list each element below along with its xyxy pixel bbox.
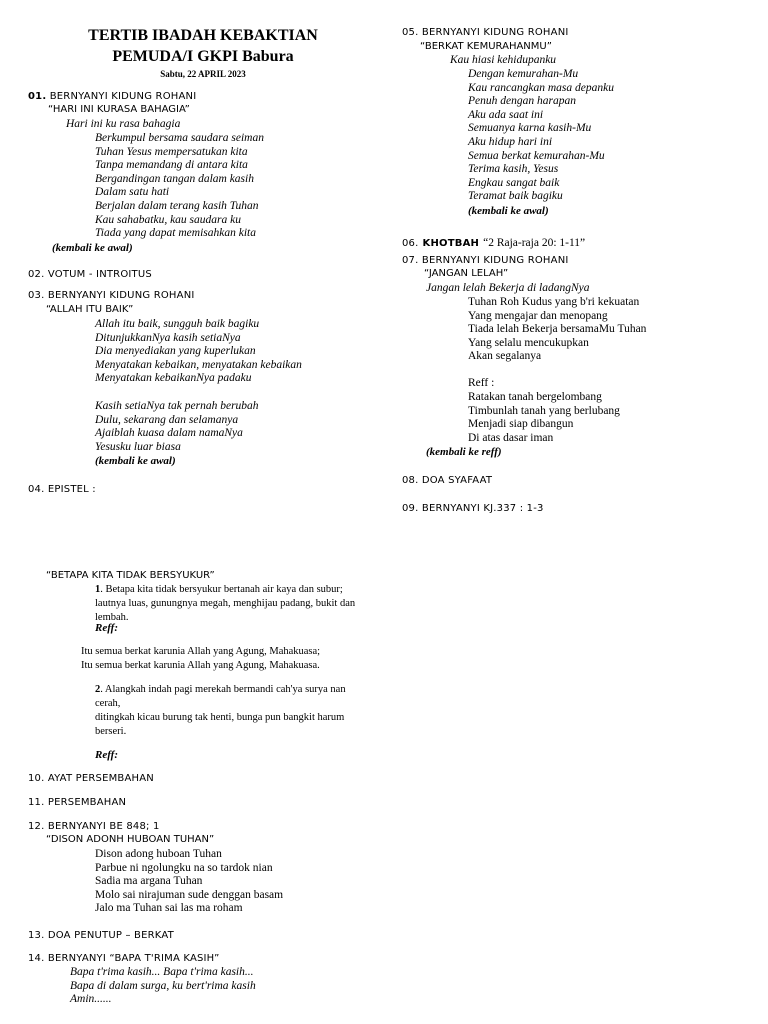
section-05-heading: 05. BERNYANYI KIDUNG ROHANI: [402, 27, 569, 38]
lyric-line: Amin......: [70, 993, 112, 1006]
lyric-line: Jalo ma Tuhan sai las ma roham: [95, 902, 243, 915]
lyric-line: Molo sai nirajuman sude denggan basam: [95, 888, 284, 901]
lyric-line: Terima kasih, Yesus: [468, 163, 559, 176]
lyric-line: Timbunlah tanah yang berlubang: [468, 404, 620, 417]
lyric-line: Dengan kemurahan-Mu: [468, 68, 579, 80]
lyric-line: Dalam satu hati: [95, 186, 170, 199]
lyric-line: Menyatakan kebaikanNya padaku: [95, 372, 252, 385]
section-11-heading: 11. PERSEMBAHAN: [28, 797, 127, 808]
lyric-line: Teramat baik bagiku: [468, 190, 563, 203]
lyric-line: Dulu, sekarang dan selamanya: [95, 413, 239, 426]
section-13-heading: 13. DOA PENUTUP – BERKAT: [28, 930, 174, 941]
lyric-line: Di atas dasar iman: [468, 431, 554, 444]
section-14-lyrics: [70, 966, 256, 1007]
section-12-heading: 12. BERNYANYI BE 848; 1: [28, 821, 160, 832]
lyric-line: Semua berkat kemurahan-Mu: [468, 149, 605, 162]
section-03-lyrics-verse: [95, 318, 302, 386]
section-04-heading: 04. EPISTEL :: [28, 484, 96, 495]
epistel-verse-1: 1. Betapa kita tidak bersyukur bertanah air kaya dan subur; lautnya luas, gunungnya megah, menghijau padang, bukit dan lembah.: [95, 584, 356, 623]
section-07-song-title: “JANGAN LELAH”: [424, 268, 509, 279]
lyric-line: Semuanya karna kasih-Mu: [468, 122, 592, 135]
lyric-line: Ratakan tanah bergelombang: [468, 391, 602, 403]
lyric-line: DitunjukkanNya kasih setiaNya: [95, 331, 241, 344]
section-05-lyrics: [468, 68, 614, 204]
service-date: Sabtu, 22 APRIL 2023: [160, 69, 246, 79]
lyric-line: Penuh dengan harapan: [468, 95, 576, 108]
lyric-line: Parbue ni ngolungku na so tardok nian: [95, 861, 273, 874]
section-07-lyrics-reff: [468, 391, 620, 445]
lyric-line: Kau sahabatku, kau saudara ku: [95, 213, 241, 226]
lyric-line: Tiada lelah Bekerja bersamaMu Tuhan: [468, 323, 647, 336]
epistel-reff-text: Itu semua berkat karunia Allah yang Agung, Mahakuasa; Itu semua berkat karunia Allah yang Agung, Mahakuasa.: [81, 646, 321, 671]
lyric-line: Yang selalu mencukupkan: [468, 336, 589, 349]
lyric-line: Menjadi siap dibangun: [468, 418, 574, 431]
section-07-reff-label: Reff :: [468, 377, 495, 389]
section-07-lyrics-verse: [468, 296, 646, 364]
section-01-song-title: “HARI INI KURASA BAHAGIA”: [48, 104, 190, 115]
section-03-heading: 03. BERNYANYI KIDUNG ROHANI: [28, 290, 195, 301]
lyric-line: Aku hidup hari ini: [468, 135, 553, 148]
lyric-line: Bapa t'rima kasih... Bapa t'rima kasih...: [70, 966, 254, 978]
section-08-heading: 08. DOA SYAFAAT: [402, 475, 493, 486]
lyric-line: Sadia ma argana Tuhan: [95, 875, 203, 888]
lyric-line: Menyatakan kebaikan, menyatakan kebaikan: [95, 358, 302, 371]
verse-number: 2: [95, 684, 101, 695]
section-14-heading: 14. BERNYANYI “BAPA T'RIMA KASIH”: [28, 953, 220, 964]
lyric-line: Bapa di dalam surga, ku bert'rima kasih: [70, 979, 256, 992]
section-02-heading: 02. VOTUM - INTROITUS: [28, 269, 152, 280]
section-10-heading: 10. AYAT PERSEMBAHAN: [28, 773, 154, 784]
lyric-line: Dia menyediakan yang kuperlukan: [95, 345, 256, 358]
lyric-line: Tiada yang dapat memisahkan kita: [95, 227, 256, 240]
section-03-repeat-note: (kembali ke awal): [95, 455, 176, 467]
lyric-line: Kasih setiaNya tak pernah berubah: [95, 400, 259, 412]
lyric-line: Yesusku luar biasa: [95, 440, 181, 453]
section-05-repeat-note: (kembali ke awal): [468, 205, 549, 217]
epistel-reff-label-1: Reff:: [95, 622, 119, 634]
verse-number: 1: [95, 584, 101, 595]
lyric-line: Aku ada saat ini: [468, 108, 544, 121]
page-title-line1: TERTIB IBADAH KEBAKTIAN: [88, 27, 318, 44]
lyric-line: Berkumpul bersama saudara seiman: [95, 132, 264, 144]
section-09-heading: 09. BERNYANYI KJ.337 : 1-3: [402, 503, 544, 514]
page-title-line2: PEMUDA/I GKPI Babura: [112, 48, 294, 65]
lyric-line: Dison adong huboan Tuhan: [95, 848, 222, 860]
section-12-song-title: “DISON ADONH HUBOAN TUHAN”: [46, 834, 215, 845]
section-07-repeat-note: (kembali ke reff): [426, 446, 502, 458]
section-05-first-line: Kau hiasi kehidupanku: [450, 54, 557, 66]
lyric-line: Yang mengajar dan menopang: [468, 309, 608, 322]
lyric-line: Engkau sangat baik: [468, 176, 560, 189]
lyric-line: Bergandingan tangan dalam kasih: [95, 172, 254, 185]
section-07-first-line: Jangan lelah Bekerja di ladangNya: [426, 282, 590, 294]
lyric-line: Berjalan dalam terang kasih Tuhan: [95, 199, 259, 212]
section-01-heading: 01. BERNYANYI KIDUNG ROHANI: [28, 91, 197, 102]
epistel-verse-2: 2. Alangkah indah pagi merekah bermandi cah'ya surya nan cerah, ditingkah kicau burung tak henti, bunga pun bangkit harum berseri.: [95, 684, 346, 737]
section-03-lyrics-chorus: [95, 400, 259, 454]
lyric-line: Tuhan Yesus mempersatukan kita: [95, 145, 248, 158]
epistel-song-title: “BETAPA KITA TIDAK BERSYUKUR”: [46, 570, 215, 581]
section-06-heading: 06. KHOTBAH “2 Raja-raja 20: 1-11”: [402, 237, 586, 249]
section-01-repeat-note: (kembali ke awal): [52, 242, 133, 254]
lyric-line: Tanpa memandang di antara kita: [95, 159, 248, 172]
lyric-line: Akan segalanya: [468, 350, 542, 363]
sermon-label: KHOTBAH: [422, 238, 480, 249]
section-07-heading: 07. BERNYANYI KIDUNG ROHANI: [402, 255, 569, 266]
epistel-reff-label-2: Reff:: [95, 749, 119, 761]
section-12-lyrics: [95, 848, 283, 916]
sermon-scripture: “2 Raja-raja 20: 1-11”: [483, 237, 586, 249]
lyric-line: Tuhan Roh Kudus yang b'ri kekuatan: [468, 296, 640, 308]
section-05-song-title: “BERKAT KEMURAHANMU”: [420, 41, 552, 52]
section-01-lyrics: [95, 132, 264, 241]
lyric-line: Kau rancangkan masa depanku: [468, 81, 614, 94]
lyric-line: Ajaiblah kuasa dalam namaNya: [95, 427, 243, 440]
section-01-first-line: Hari ini ku rasa bahagia: [66, 118, 181, 130]
section-03-song-title: “ALLAH ITU BAIK”: [46, 304, 134, 315]
lyric-line: Allah itu baik, sungguh baik bagiku: [95, 318, 260, 330]
